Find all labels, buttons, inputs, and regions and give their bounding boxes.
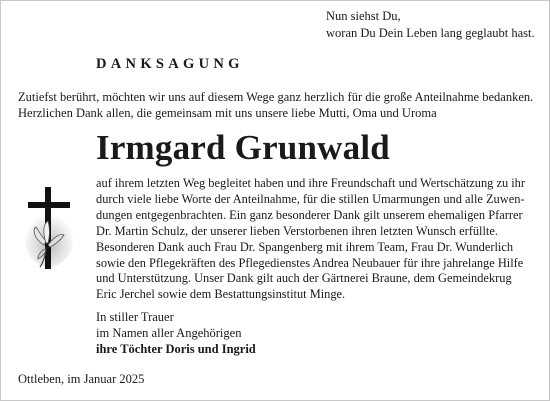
signatories: ihre Töchter Doris und Ingrid [96, 342, 256, 356]
closing-line-2: im Namen aller Angehörigen [96, 326, 242, 340]
closing-line-1: In stiller Trauer [96, 310, 174, 324]
quote-line-2: woran Du Dein Leben lang geglaubt hast. [326, 26, 535, 40]
cross-with-lily-icon [24, 187, 74, 269]
quote-line-1: Nun siehst Du, [326, 9, 401, 23]
body-text: auf ihrem letzten Weg begleitet haben und ihre Freundschaft und Wertschätzung zu ihr durch viele liebe Worte der Anteilnahme, für die stillen Umarmungen und alle Zuwen- dungen entgegenbrachten. Ein ganz besonderer Dank gilt unserem ehemaligen Pfarrer Dr. Martin Schulz, der unserer lieben Verstorbenen ihren letzten Wunsch erfüllte. Besonderen Dank auch Frau Dr. Spangenberg mit ihrem Team, Frau Dr. Wunderlich sowie den Pflegekräften des Pflegedienstes Andrea Neubauer für ihre jahrelange Hilfe und Unterstützung. Unser Dank gilt auch der Gärtnerei Braune, dem Gemeindekrug Eric Jerchel sowie dem Bestattungsinstitut Minge. [96, 176, 526, 302]
closing [96, 309, 256, 357]
intro-line-1: Zutiefst berührt, möchten wir uns auf diesem Wege ganz herzlich für die große Anteilnahme bedanken. [18, 90, 534, 104]
quote [326, 8, 535, 42]
deceased-name: Irmgard Grunwald [96, 128, 390, 167]
place-date: Ottleben, im Januar 2025 [18, 372, 145, 386]
heading: DANKSAGUNG [96, 56, 244, 72]
intro-text [18, 89, 533, 121]
intro-line-2: Herzlichen Dank allen, die gemeinsam mit uns unsere liebe Mutti, Oma und Uroma [18, 106, 437, 120]
